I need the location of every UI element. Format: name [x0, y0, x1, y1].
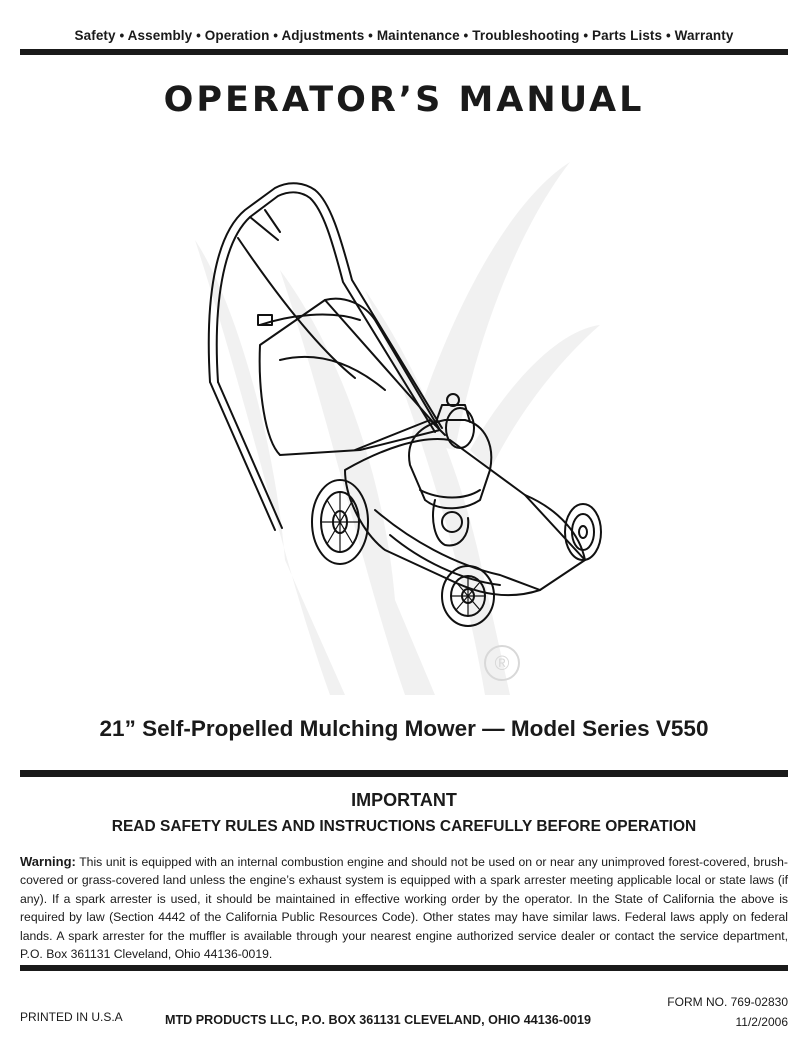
safety-instruction-heading: READ SAFETY RULES AND INSTRUCTIONS CAREFULLY BEFORE OPERATION — [111, 818, 697, 835]
middle-rule — [20, 770, 788, 777]
warning-text: This unit is equipped with an internal combustion engine and should not be used on or near any unimproved forest-covered, brush-covered or grass-covered land unless the engine’s exhaust system is equipped with a spark arrester meeting applicable local or state laws (if any). If a spark arrester is used, it should be maintained in effective working order by the operator. In the State of California the above is required by law (Section 4442 of the California Public Resources Code). Other states may have similar laws. Federal laws apply on federal lands. A spark arrester for the muffler is available through your nearest engine authorized service dealer or contact the service department, P.O. Box 361131 Cleveland, Ohio 44136-0019. — [20, 855, 788, 962]
product-title: 21” Self-Propelled Mulching Mower — Model Series V550 — [99, 716, 709, 741]
important-heading: IMPORTANT — [351, 790, 457, 810]
form-date: 11/2/2006 — [735, 1015, 788, 1029]
warning-paragraph — [20, 853, 788, 963]
printed-in: PRINTED IN U.S.A — [20, 1010, 123, 1024]
warning-label: Warning: — [20, 854, 76, 869]
svg-text:®: ® — [494, 653, 510, 675]
form-number: FORM NO. 769-02830 — [667, 995, 788, 1009]
rear-left-wheel — [312, 480, 368, 564]
brand-watermark — [195, 162, 600, 695]
top-rule — [20, 49, 788, 55]
company-address: MTD PRODUCTS LLC, P.O. BOX 361131 CLEVELAND, OHIO 44136-0019 — [165, 1013, 591, 1027]
bottom-rule — [20, 965, 788, 971]
mower-illustration — [180, 150, 640, 695]
page-title: OPERATOR’S MANUAL — [163, 80, 645, 120]
section-nav: Safety • Assembly • Operation • Adjustments • Maintenance • Troubleshooting • Parts Lists • Warranty — [74, 28, 734, 43]
